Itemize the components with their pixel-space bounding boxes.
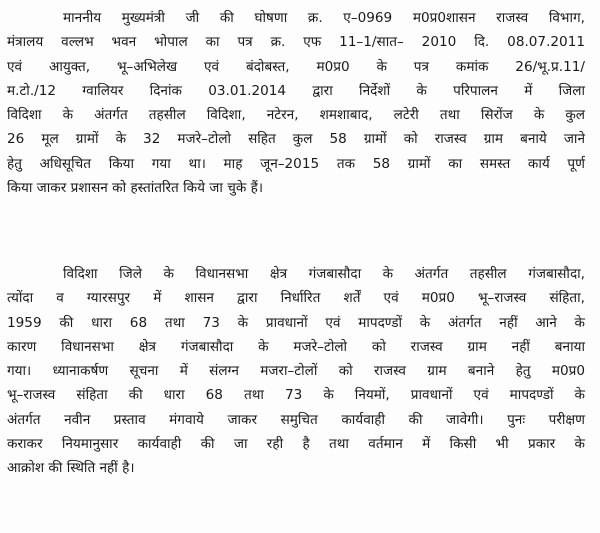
paragraph-1-line-4: म.टो./12 ग्वालियर दिनांक 03.01.2014 द्वारा निर्देशों के परिपालन में जिला — [7, 82, 585, 99]
paragraph-1-line-7: हेतु अधिसूचित किया गया था। माह जून–2015 तक 58 ग्रामों का समस्त कार्य पूर्ण — [7, 155, 585, 172]
paragraph-1-line-2: मंत्रालय वल्लभ भवन भोपाल का पत्र क्र. एफ 11–1/सात– 2010 दि. 08.07.2011 — [7, 34, 585, 51]
paragraph-2-line-1: विदिशा जिले के विधानसभा क्षेत्र गंजबासौदा के अंतर्गत तहसील गंजबासौदा, — [63, 266, 585, 282]
paragraph-2-line-3: 1959 की धारा 68 तथा 73 के प्रावधानों एवं मापदण्डों के अंतर्गत नहीं आने के — [7, 314, 585, 331]
paragraph-1-line-5: विदिशा के अंतर्गत तहसील विदिशा, नटेरन, शमशाबाद, लटेरी तथा सिरोंज के कुल — [7, 107, 585, 124]
paragraph-2-line-4: कारण विधानसभा क्षेत्र गंजबासौदा के मजरे–टोलो को राजस्व ग्राम नहीं बनाया — [7, 338, 585, 355]
paragraph-1 — [7, 6, 585, 200]
paragraph-1-line-6: 26 मूल ग्रामों के 32 मजरे–टोलो सहित कुल 58 ग्रामों को राजस्व ग्राम बनाये जाने — [7, 131, 585, 148]
paragraph-1-line-1: माननीय मुख्यमंत्री जी की घोषणा क्र. ए–0969 म0प्र0शासन राजस्व विभाग, — [63, 10, 585, 26]
paragraph-2 — [7, 262, 585, 481]
paragraph-2-line-6: भू–राजस्व संहिता की धारा 68 तथा 73 के नियमों, प्रावधानों एवं मापदण्डों के — [7, 387, 585, 404]
paragraph-1-line-8: किया जाकर प्रशासन को हस्तांतरित किये जा चुके हैं। — [7, 180, 263, 197]
paragraph-2-line-2: त्योंदा व ग्यारसपुर में शासन द्वारा निर्धारित शर्तें एवं म0प्र0 भू–राजस्व संहिता, — [7, 290, 585, 307]
paragraph-2-line-9: आक्रोश की स्थिति नहीं है। — [7, 460, 135, 477]
paragraph-1-line-3: एवं आयुक्त, भू–अभिलेख एवं बंदोबस्त, म0प्र0 के पत्र कमांक 26/भू.प्र.11/ — [7, 58, 585, 75]
paragraph-2-line-7: अंतर्गत नवीन प्रस्ताव मंगवाये जाकर समुचित कार्यवाही की जावेगी। पुनः परीक्षण — [7, 411, 585, 428]
paragraph-2-line-8: कराकर नियमानुसार कार्यवाही की जा रही है तथा वर्तमान में किसी भी प्रकार के — [7, 436, 585, 453]
paragraph-2-line-5: गया। ध्यानाकर्षण सूचना में संलग्न मजरा–टोलों को राजस्व ग्राम बनाने हेतु म0प्र0 — [7, 363, 585, 380]
